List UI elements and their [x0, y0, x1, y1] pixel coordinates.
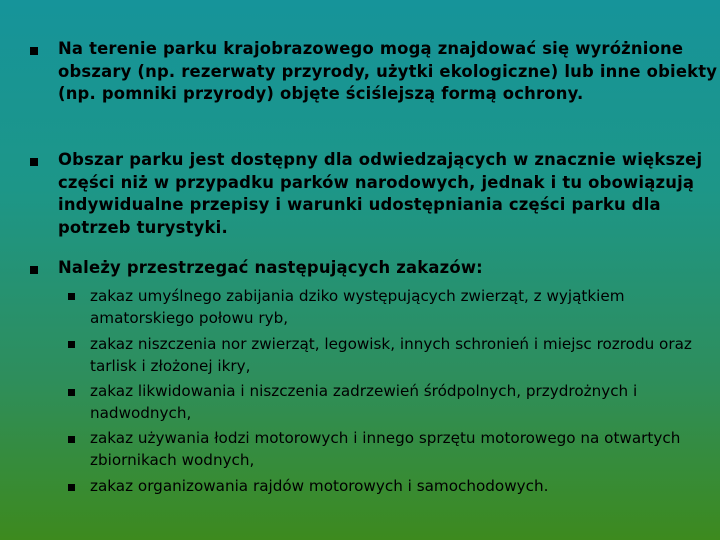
sub-bullet-text: zakaz organizowania rajdów motorowych i samochodowych. [90, 477, 549, 495]
main-bullet-text: Obszar parku jest dostępny dla odwiedzających w znacznie większej części niż w przypadku parków narodowych, jednak i tu obowiązują indywidualne przepisy i warunki udostępniania części parku dla potrzeb turystyki. [58, 150, 703, 237]
sub-bullet-text: zakaz niszczenia nor zwierząt, legowisk, innych schronień i miejsc rozrodu oraz tarlisk i złożonej ikry, [90, 335, 692, 375]
sub-bullet-marker [68, 341, 75, 348]
main-bullet-text: Na terenie parku krajobrazowego mogą znajdować się wyróżnione obszary (np. rezerwaty przyrody, użytki ekologiczne) lub inne obiekty (np. pomniki przyrody) objęte ściślejszą formą ochrony. [58, 39, 718, 103]
sub-bullet-text: zakaz likwidowania i niszczenia zadrzewień śródpolnych, przydrożnych i nadwodnych, [90, 382, 638, 422]
sub-bullet-text: zakaz używania łodzi motorowych i innego sprzętu motorowego na otwartych zbiornikach wodnych, [90, 429, 681, 469]
bullet-marker [30, 266, 38, 274]
sub-bullet-text: zakaz umyślnego zabijania dziko występujących zwierząt, z wyjątkiem amatorskiego połowu ryb, [90, 287, 625, 327]
sub-bullet-marker [68, 389, 75, 396]
sub-bullet-marker [68, 436, 75, 443]
sub-bullet-marker [68, 484, 75, 491]
bullet-marker [30, 158, 38, 166]
sub-bullet-marker [68, 293, 75, 300]
main-bullet-text: Należy przestrzegać następujących zakazów: [58, 258, 483, 277]
bullet-marker [30, 47, 38, 55]
